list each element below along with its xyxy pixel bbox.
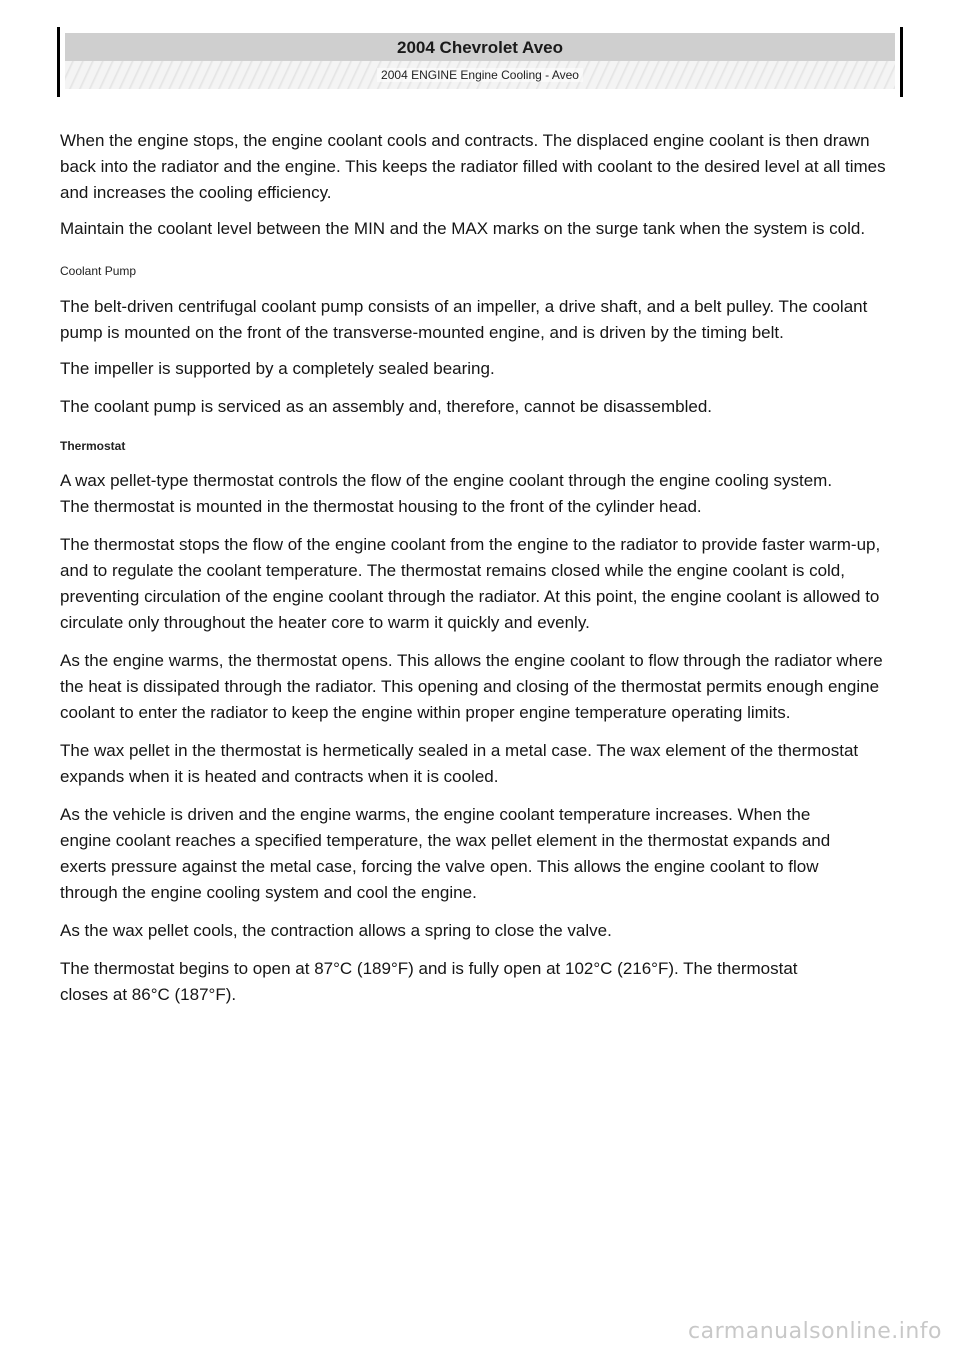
- header-subtitle-band: [65, 61, 895, 89]
- paragraph-thermostat-temperatures: The thermostat begins to open at 87°C (189°F) and is fully open at 102°C (216°F). The thermostat closes at 86°C (187°F).: [60, 959, 798, 1004]
- heading-thermostat: Thermostat: [60, 439, 126, 453]
- paragraph-impeller-bearing: The impeller is supported by a completely sealed bearing.: [60, 359, 495, 378]
- site-watermark: carmanualsonline.info: [688, 1319, 942, 1344]
- heading-coolant-pump: Coolant Pump: [60, 264, 137, 278]
- paragraph-thermostat-type: A wax pellet-type thermostat controls the flow of the engine coolant through the engine cooling system. The thermostat is mounted in the thermostat housing to the front of the cylinder head.: [60, 471, 833, 516]
- paragraph-wax-pellet: The wax pellet in the thermostat is hermetically sealed in a metal case. The wax element of the thermostat expands when it is heated and contracts when it is cooled.: [60, 741, 859, 786]
- header-right-rule: [900, 27, 903, 97]
- paragraph-thermostat-operation: As the vehicle is driven and the engine warms, the engine coolant temperature increases. When the engine coolant reaches a specified temperature, the wax pellet element in the thermostat expands and exerts pressure against the metal case, forcing the valve open. This allows the engine coolant to flow through the engine cooling system and cool the engine.: [60, 805, 831, 902]
- paragraph-coolant-level: Maintain the coolant level between the MIN and the MAX marks on the surge tank when the system is cold.: [60, 219, 866, 238]
- paragraph-valve-close: As the wax pellet cools, the contraction allows a spring to close the valve.: [60, 921, 612, 940]
- document-title: 2004 Chevrolet Aveo: [397, 38, 563, 57]
- document-header: [57, 27, 903, 97]
- paragraph-coolant-contraction: When the engine stops, the engine coolant cools and contracts. The displaced engine coolant is then drawn back into the radiator and the engine. This keeps the radiator filled with coolant to the desired level at all times and increases the cooling efficiency.: [60, 131, 886, 202]
- header-left-rule: [57, 27, 60, 97]
- document-subtitle: 2004 ENGINE Engine Cooling - Aveo: [377, 68, 583, 82]
- document-body: [60, 128, 910, 1008]
- paragraph-thermostat-opening: As the engine warms, the thermostat opens. This allows the engine coolant to flow through the radiator where the heat is dissipated through the radiator. This opening and closing of the thermostat permits enough engine coolant to enter the radiator to keep the engine within proper engine temperature operating limits.: [60, 651, 883, 722]
- header-title-band: [65, 33, 895, 63]
- paragraph-pump-service: The coolant pump is serviced as an assembly and, therefore, cannot be disassembled.: [60, 397, 713, 416]
- paragraph-coolant-pump-description: The belt-driven centrifugal coolant pump consists of an impeller, a drive shaft, and a belt pulley. The coolant pump is mounted on the front of the transverse-mounted engine, and is driven by the timing belt.: [60, 297, 868, 342]
- paragraph-thermostat-function: The thermostat stops the flow of the engine coolant from the engine to the radiator to provide faster warm-up, and to regulate the coolant temperature. The thermostat remains closed while the engine coolant is cold, preventing circulation of the engine coolant through the radiator. At this point, the engine coolant is allowed to circulate only throughout the heater core to warm it quickly and evenly.: [60, 535, 881, 632]
